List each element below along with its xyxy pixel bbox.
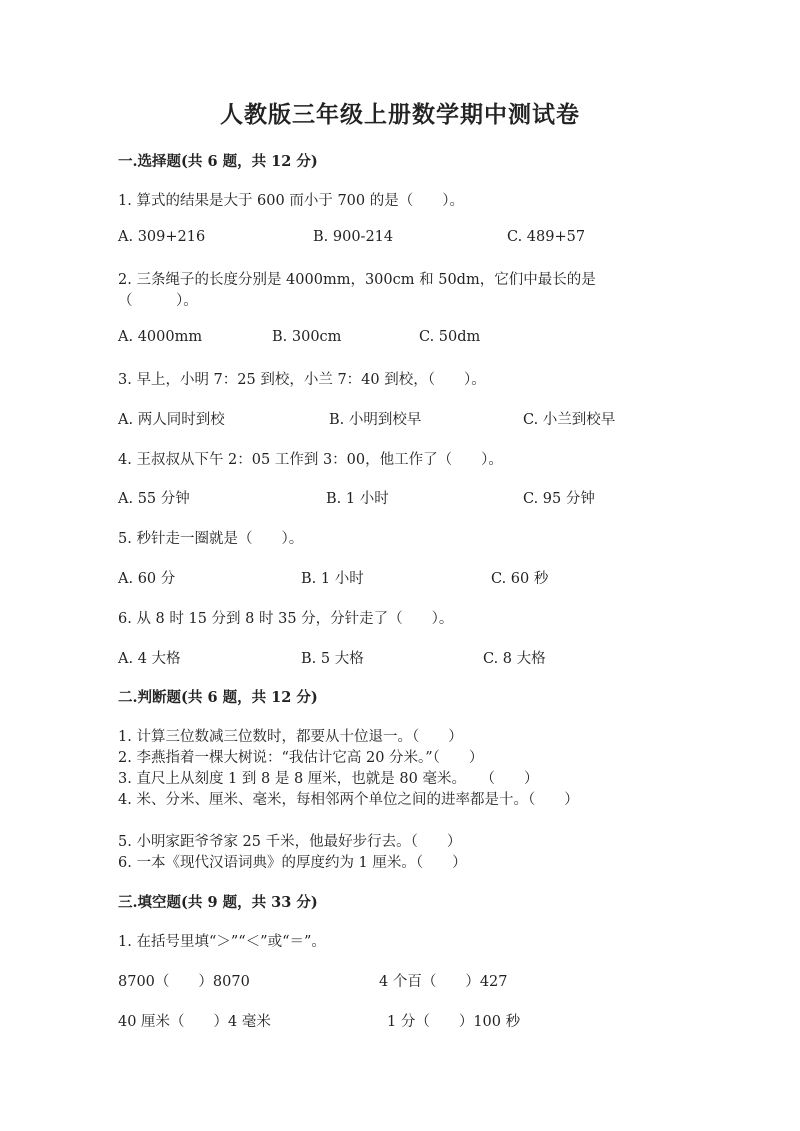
section-heading-fill-blank: 三.填空题(共 9 题，共 33 分) (118, 894, 318, 911)
question-3-option-a: A. 两人同时到校 (118, 412, 225, 428)
question-5-text: 5. 秒针走一圈就是（ ）。 (118, 531, 304, 547)
question-4-option-b: B. 1 小时 (326, 491, 389, 507)
judgement-item-4: 4. 米、分米、厘米、毫米，每相邻两个单位之间的进率都是十。（ ） (118, 792, 579, 808)
question-3-option-b: B. 小明到校早 (329, 412, 422, 428)
section-heading-choice: 一.选择题(共 6 题，共 12 分) (118, 153, 318, 170)
question-4-option-c: C. 95 分钟 (523, 491, 595, 507)
fill-question-1-item-c: 40 厘米（ ）4 毫米 (118, 1014, 271, 1030)
question-2-option-b: B. 300cm (272, 329, 342, 345)
question-5-option-a: A. 60 分 (118, 571, 176, 587)
judgement-item-2: 2. 李燕指着一棵大树说：“我估计它高 20 分米。”（ ） (118, 750, 484, 766)
question-2-option-a: A. 4000mm (118, 329, 203, 345)
judgement-item-1: 1. 计算三位数减三位数时，都要从十位退一。（ ） (118, 729, 463, 745)
judgement-item-5: 5. 小明家距爷爷家 25 千米，他最好步行去。（ ） (118, 834, 462, 850)
question-1-option-c: C. 489+57 (507, 229, 586, 245)
question-5-option-b: B. 1 小时 (301, 571, 364, 587)
fill-question-1-item-d: 1 分（ ）100 秒 (387, 1014, 521, 1030)
question-6-option-c: C. 8 大格 (483, 651, 546, 667)
question-3-text: 3. 早上，小明 7：25 到校，小兰 7：40 到校，（ ）。 (118, 372, 486, 388)
question-2-text-line2: （ ）。 (118, 293, 198, 309)
question-2-text-line1: 2. 三条绳子的长度分别是 4000mm，300cm 和 50dm，它们中最长的是 (118, 272, 596, 288)
question-4-option-a: A. 55 分钟 (118, 491, 190, 507)
section-heading-judgement: 二.判断题(共 6 题，共 12 分) (118, 689, 318, 706)
judgement-item-3: 3. 直尺上从刻度 1 到 8 是 8 厘米，也就是 80 毫米。 （ ） (118, 771, 539, 787)
question-6-option-b: B. 5 大格 (301, 651, 364, 667)
fill-question-1-item-a: 8700（ ）8070 (118, 974, 250, 990)
question-1-text: 1. 算式的结果是大于 600 而小于 700 的是（ ）。 (118, 193, 464, 209)
judgement-item-6: 6. 一本《现代汉语词典》的厚度约为 1 厘米。（ ） (118, 855, 467, 871)
question-1-option-a: A. 309+216 (118, 229, 206, 245)
question-4-text: 4. 王叔叔从下午 2：05 工作到 3：00，他工作了（ ）。 (118, 452, 503, 468)
question-6-text: 6. 从 8 时 15 分到 8 时 35 分，分针走了（ ）。 (118, 611, 454, 627)
fill-question-1-item-b: 4 个百（ ）427 (379, 974, 508, 990)
question-6-option-a: A. 4 大格 (118, 651, 181, 667)
page-title: 人教版三年级上册数学期中测试卷 (220, 101, 580, 128)
question-2-option-c: C. 50dm (419, 329, 481, 345)
fill-question-1-text: 1. 在括号里填“＞”“＜”或“＝”。 (118, 934, 326, 950)
question-3-option-c: C. 小兰到校早 (523, 412, 616, 428)
question-1-option-b: B. 900-214 (313, 229, 394, 245)
question-5-option-c: C. 60 秒 (491, 571, 549, 587)
